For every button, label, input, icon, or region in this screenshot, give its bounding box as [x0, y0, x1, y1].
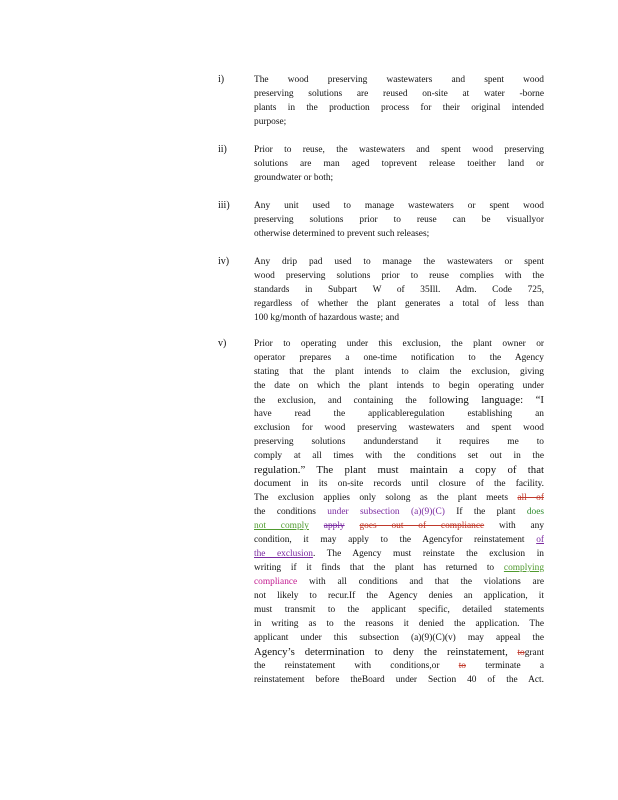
text-line: stating that the plant intends to claim the exclusion, giving [254, 367, 544, 377]
text-line: 100 kg/month of hazardous waste; and [254, 313, 400, 323]
text-line [254, 393, 544, 407]
text-run: the conditions [254, 507, 316, 517]
text-line [254, 533, 544, 547]
list-marker: ii) [218, 144, 227, 155]
list-marker: v) [218, 338, 227, 349]
text-line: applicant under this subsection (a)(9)(C)(v) may appeal the [254, 633, 544, 643]
inserted-text: does [526, 507, 545, 517]
text-run: The exclusion applies only solong as the plant meets [254, 493, 508, 503]
text-line: document in its on-site records until closure of the facility. [254, 479, 544, 489]
text-line: purpose; [254, 117, 287, 127]
text-run: . The Agency must reinstate the exclusion in [312, 549, 544, 559]
text-run: the exclusion, and containing the foll [254, 396, 442, 406]
text-line: The wood preserving wastewaters and spent wood [254, 75, 544, 85]
text-line: Any unit used to manage wastewaters or spent wood [254, 201, 544, 211]
inserted-text: of [536, 535, 545, 545]
text-run: with any [499, 521, 545, 531]
list-marker: i) [218, 74, 225, 85]
text-line: preserving solutions are reused on-site at water -borne [254, 89, 544, 99]
item-text [254, 143, 544, 185]
text-run: with all conditions and that the violations are [309, 577, 544, 587]
deleted-text: to [458, 661, 466, 671]
inserted-text: compliance [254, 577, 298, 587]
text-line: standards in Subpart W of 35Ill. Adm. Code 725, [254, 285, 544, 295]
text-line: in writing as to the reasons it denied the application. The [254, 619, 544, 629]
text-line: not likely to recur.If the Agency denies an application, it [254, 591, 544, 601]
text-line: groundwater or both; [254, 173, 334, 183]
text-line: Prior to operating under this exclusion, the plant owner or [254, 339, 544, 349]
text-line: operator prepares a one-time notification to the Agency [254, 353, 544, 363]
text-line [254, 645, 544, 659]
text-line: preserving solutions prior to reuse can be visuallyor [254, 215, 544, 225]
item-text [254, 337, 544, 687]
text-line: reinstatement before theBoard under Section 40 of the Act. [254, 675, 544, 685]
text-run: owing language: “I [441, 394, 545, 406]
text-line [254, 491, 544, 505]
text-line: the date on which the plant intends to begin operating under [254, 381, 544, 391]
text-line [254, 561, 544, 575]
text-run: Agency’s determination to deny the reinstatement, [254, 646, 508, 658]
list-marker: iii) [218, 200, 230, 211]
text-run: the reinstatement with conditions,or [254, 661, 440, 671]
text-line [254, 519, 544, 533]
text-line: exclusion for wood preserving wastewaters and spent wood [254, 423, 544, 433]
text-line: have read the applicableregulation establishing an [254, 409, 544, 419]
text-line: otherwise determined to prevent such releases; [254, 229, 430, 239]
text-run: writing if it finds that the plant has returned to [254, 563, 495, 573]
text-run: terminate a [485, 661, 544, 671]
text-run: condition, it may apply to the Agencyfor reinstatement [254, 535, 525, 545]
deleted-text: apply [323, 521, 345, 531]
text-run: grant [524, 648, 544, 658]
list-marker: iv) [218, 256, 230, 267]
deleted-text: to [517, 648, 525, 658]
inserted-text: the exclusion [254, 549, 313, 559]
text-line [254, 505, 544, 519]
text-line: plants in the production process for their original intended [254, 103, 544, 113]
inserted-text: under subsection (a)(9)(C) [327, 507, 445, 517]
item-text [254, 255, 544, 325]
text-line [254, 575, 544, 589]
text-line: wood preserving solutions prior to reuse complies with the [254, 271, 544, 281]
text-line: regardless of whether the plant generates a total of less than [254, 299, 544, 309]
text-line: comply at all times with the conditions set out in the [254, 451, 544, 461]
text-line: Any drip pad used to manage the wastewaters or spent [254, 257, 544, 267]
text-line: preserving solutions andunderstand it requires me to [254, 437, 544, 447]
deleted-text: goes out of compliance [359, 521, 485, 531]
item-text [254, 199, 544, 241]
text-line [254, 659, 544, 673]
inserted-text: not comply [254, 521, 309, 531]
inserted-text: complying [503, 563, 545, 573]
text-line: Prior to reuse, the wastewaters and spent wood preserving [254, 145, 544, 155]
text-line: solutions are man aged toprevent release toeither land or [254, 159, 544, 169]
deleted-text: all of [517, 493, 544, 503]
text-line: must transmit to the applicant specific, detailed statements [254, 605, 544, 615]
text-line: regulation.” The plant must maintain a copy of that [254, 464, 544, 476]
item-text [254, 73, 544, 129]
text-line [254, 547, 544, 561]
text-run: If the plant [456, 507, 516, 517]
